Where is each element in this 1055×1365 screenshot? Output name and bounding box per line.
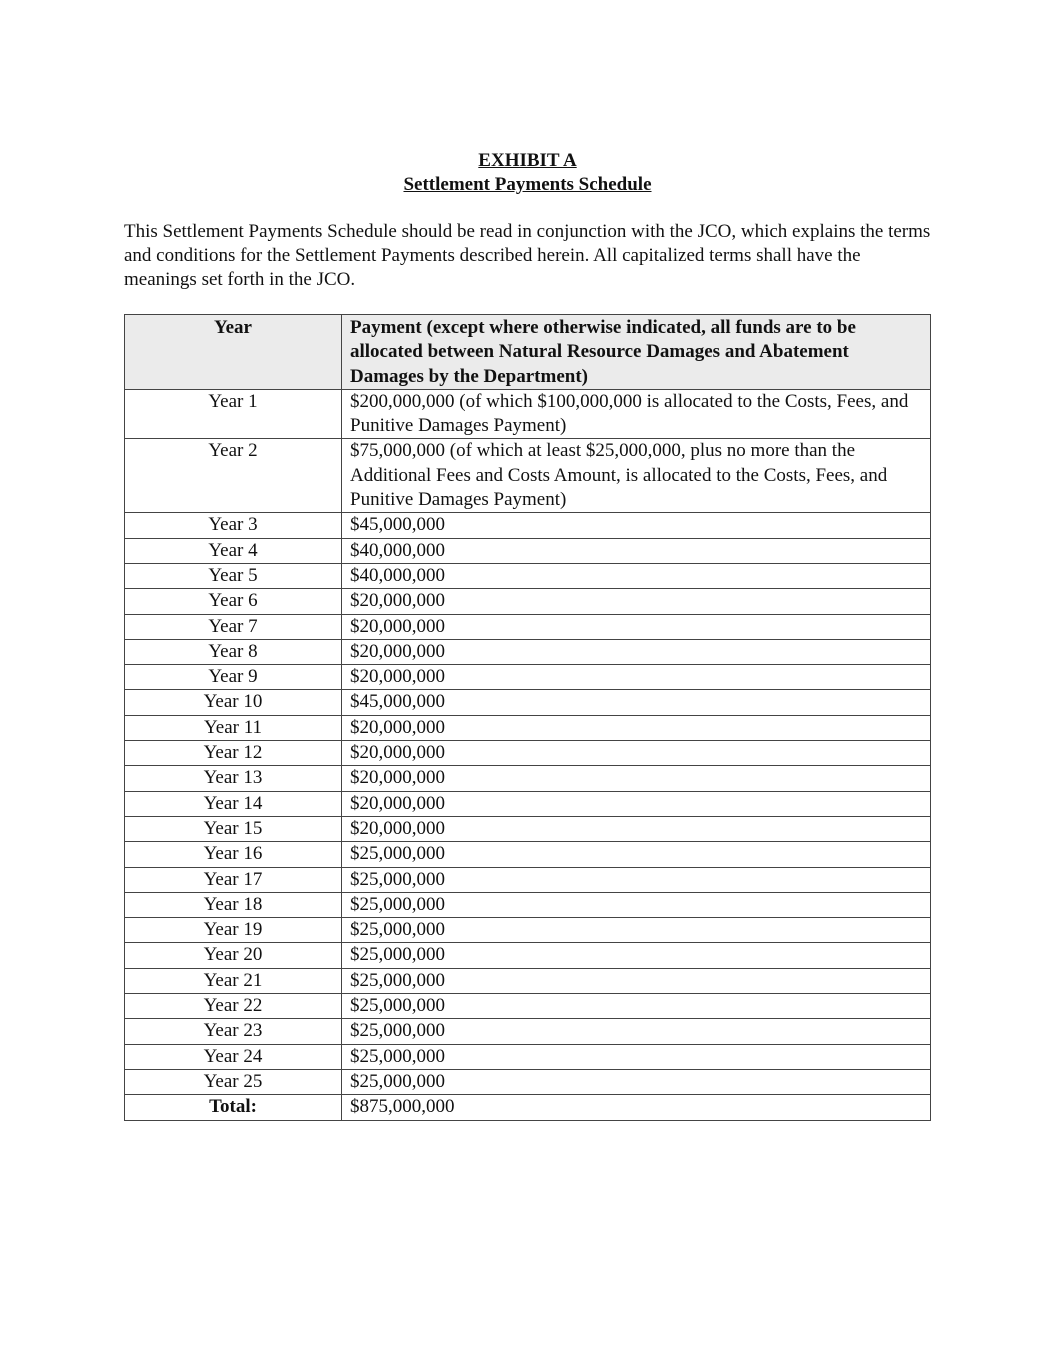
payment-cell: $40,000,000 [342,538,931,563]
payment-cell: $25,000,000 [342,892,931,917]
year-cell: Year 16 [125,842,342,867]
table-row [125,1044,931,1069]
payment-cell: $45,000,000 [342,690,931,715]
year-cell: Year 15 [125,816,342,841]
table-body [125,389,931,1094]
year-cell: Year 24 [125,1044,342,1069]
payment-cell: $25,000,000 [342,867,931,892]
table-row [125,614,931,639]
table-row [125,791,931,816]
table-row [125,918,931,943]
payment-cell: $20,000,000 [342,665,931,690]
table-row [125,943,931,968]
payment-cell: $25,000,000 [342,968,931,993]
payment-cell: $45,000,000 [342,513,931,538]
year-cell: Year 20 [125,943,342,968]
payment-cell: $20,000,000 [342,816,931,841]
table-row [125,816,931,841]
table-row [125,563,931,588]
year-cell: Year 11 [125,715,342,740]
table-row [125,538,931,563]
payment-cell: $75,000,000 (of which at least $25,000,000, plus no more than the Additional Fees and Costs Amount, is allocated to the Costs, Fees, and Punitive Damages Payment) [342,439,931,513]
year-column-header: Year [125,315,342,390]
year-cell: Year 18 [125,892,342,917]
payment-cell: $25,000,000 [342,994,931,1019]
exhibit-title: EXHIBIT A [478,150,577,171]
payment-cell: $25,000,000 [342,1019,931,1044]
year-cell: Year 5 [125,563,342,588]
payment-cell: $20,000,000 [342,589,931,614]
payment-cell: $20,000,000 [342,766,931,791]
payments-schedule-table [124,314,931,1121]
payment-cell: $25,000,000 [342,1069,931,1094]
payment-cell: $25,000,000 [342,918,931,943]
table-row [125,968,931,993]
year-cell: Year 3 [125,513,342,538]
table-row [125,892,931,917]
table-row [125,715,931,740]
table-row [125,867,931,892]
table-row [125,766,931,791]
payment-cell: $20,000,000 [342,639,931,664]
table-row [125,1019,931,1044]
table-row [125,639,931,664]
payment-cell: $20,000,000 [342,791,931,816]
total-label: Total: [125,1095,342,1120]
year-cell: Year 2 [125,439,342,513]
intro-paragraph: This Settlement Payments Schedule should be read in conjunction with the JCO, which explains the terms and conditions for the Settlement Payments described herein. All capitalized terms shall have the meanings set forth in the JCO. [124,221,931,290]
year-cell: Year 14 [125,791,342,816]
table-row [125,665,931,690]
table-row [125,1069,931,1094]
payment-cell: $20,000,000 [342,614,931,639]
year-cell: Year 21 [125,968,342,993]
payment-cell: $20,000,000 [342,741,931,766]
year-cell: Year 1 [125,389,342,439]
table-row [125,842,931,867]
payment-cell: $25,000,000 [342,842,931,867]
year-cell: Year 8 [125,639,342,664]
payment-cell: $200,000,000 (of which $100,000,000 is allocated to the Costs, Fees, and Punitive Damages Payment) [342,389,931,439]
year-cell: Year 4 [125,538,342,563]
year-cell: Year 25 [125,1069,342,1094]
exhibit-subtitle: Settlement Payments Schedule [403,174,652,195]
exhibit-heading [0,149,1055,197]
table-row [125,690,931,715]
year-cell: Year 6 [125,589,342,614]
payment-cell: $25,000,000 [342,1044,931,1069]
table-row [125,389,931,439]
table-header-row [125,315,931,390]
year-cell: Year 7 [125,614,342,639]
table-row [125,589,931,614]
year-cell: Year 9 [125,665,342,690]
table-row [125,741,931,766]
year-cell: Year 23 [125,1019,342,1044]
year-cell: Year 17 [125,867,342,892]
year-cell: Year 10 [125,690,342,715]
table-row [125,994,931,1019]
payment-cell: $25,000,000 [342,943,931,968]
payment-cell: $20,000,000 [342,715,931,740]
payment-column-header: Payment (except where otherwise indicated, all funds are to be allocated between Natural Resource Damages and Abatement Damages by the Department) [342,315,931,390]
total-row [125,1095,931,1120]
total-value: $875,000,000 [342,1095,931,1120]
table-row [125,439,931,513]
year-cell: Year 13 [125,766,342,791]
year-cell: Year 19 [125,918,342,943]
payment-cell: $40,000,000 [342,563,931,588]
table-row [125,513,931,538]
year-cell: Year 22 [125,994,342,1019]
year-cell: Year 12 [125,741,342,766]
